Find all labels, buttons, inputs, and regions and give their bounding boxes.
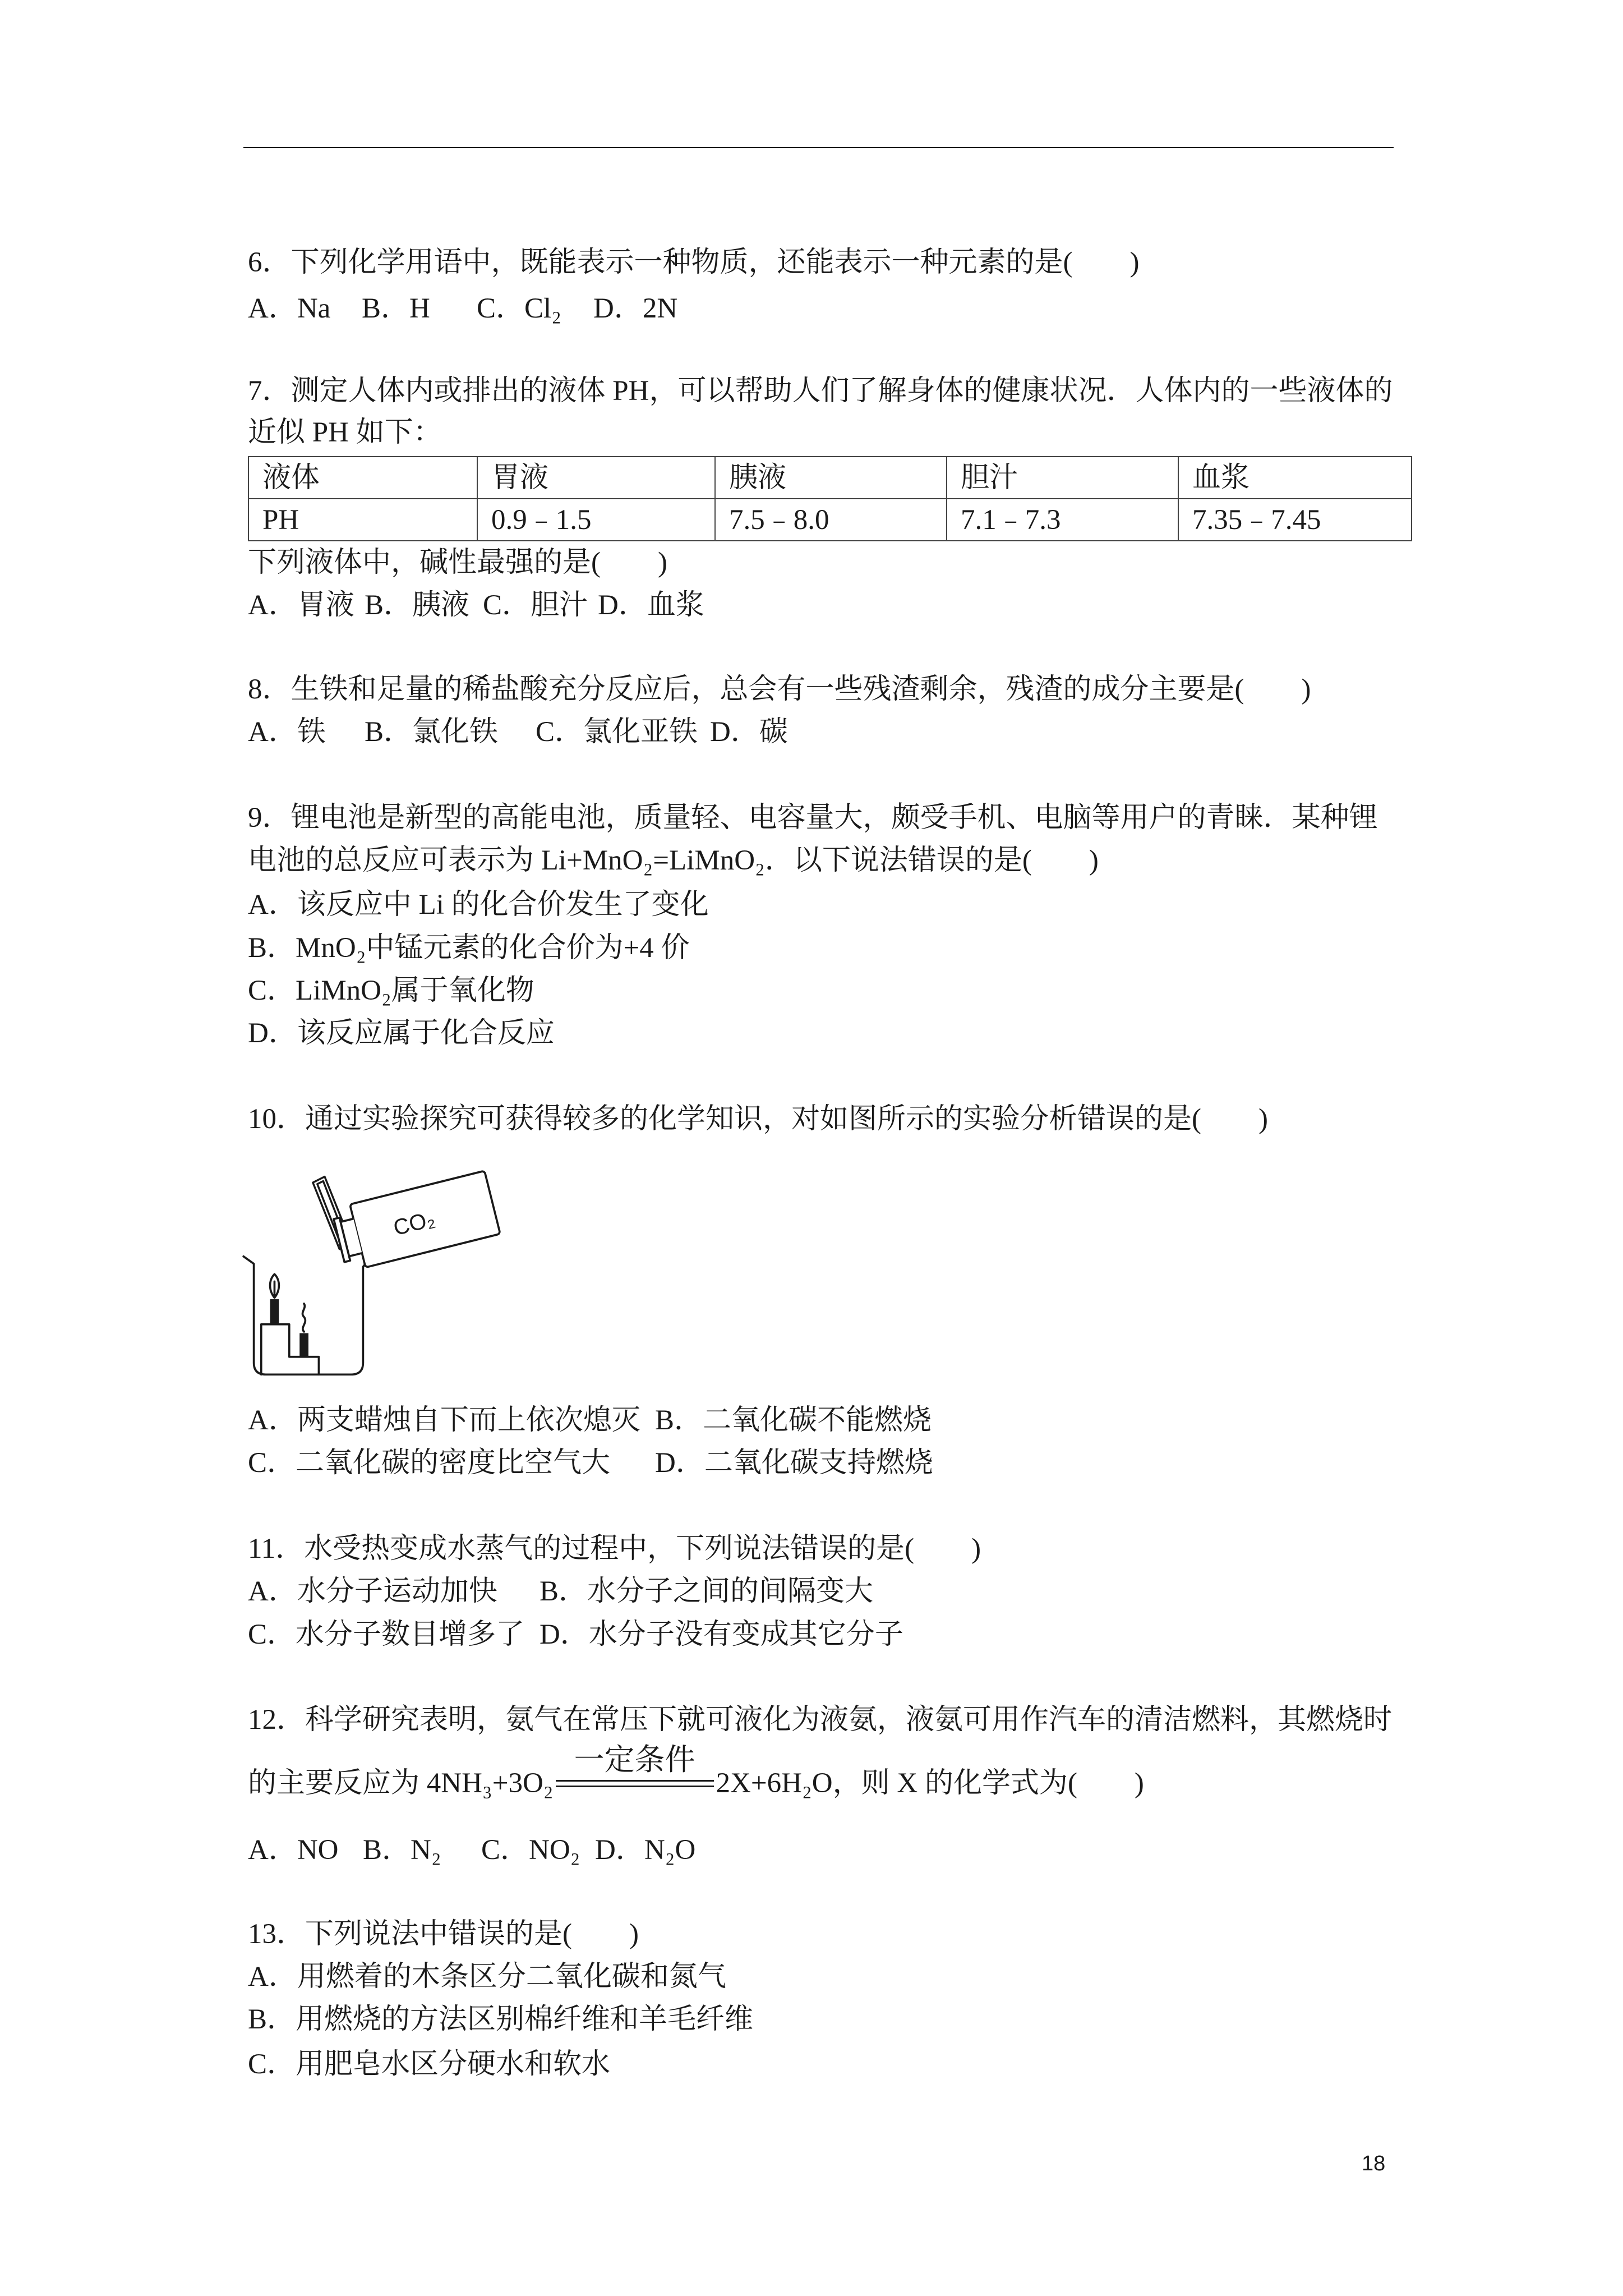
question-10-option-a: A．两支蜡烛自下而上依次熄灭: [248, 1405, 640, 1436]
question-11-stem: 11．水受热变成水蒸气的过程中，下列说法错误的是( ): [248, 1533, 981, 1565]
equation-reactants: 的主要反应为 4NH₃+3O₂: [248, 1768, 554, 1799]
lower-candle: [299, 1333, 308, 1357]
reaction-condition-label: 一定条件: [574, 1743, 695, 1777]
question-13-option-b: B．用燃烧的方法区别棉纤维和羊毛纤维: [248, 2004, 754, 2035]
question-11-option-d: D．水分子没有变成其它分子: [540, 1619, 903, 1650]
question-6-option-b: B．H: [362, 293, 430, 324]
question-12-stem-line-1: 12．科学研究表明，氨气在常压下就可液化为液氨，液氨可用作汽车的清洁燃料，其燃烧时: [248, 1704, 1393, 1736]
upper-candle-flame: [270, 1274, 279, 1297]
question-7-option-c: C．胆汁: [483, 590, 588, 621]
question-8-option-a: A．铁: [248, 716, 326, 748]
equation-products: 2X+6H₂O，则 X 的化学式为( ): [716, 1768, 1144, 1799]
question-13-option-c: C．用肥皂水区分硬水和软水: [248, 2049, 611, 2080]
table-header-cell: 胆汁: [947, 457, 1178, 499]
table-header-cell: 胃液: [477, 457, 715, 499]
bottle-label: CO₂: [391, 1206, 437, 1241]
table-cell: 0.9﹣1.5: [477, 499, 715, 541]
question-8-option-b: B．氯化铁: [365, 716, 499, 748]
question-7-stem-line-2: 近似 PH 如下：: [248, 417, 442, 448]
question-8-option-d: D．碳: [710, 716, 788, 748]
question-13-stem: 13．下列说法中错误的是( ): [248, 1918, 639, 1950]
question-12-equation-line: [248, 1743, 1144, 1800]
question-7-option-d: D．血浆: [598, 590, 704, 621]
double-line-equals: [556, 1780, 714, 1787]
question-10-option-c: C．二氧化碳的密度比空气大: [248, 1447, 611, 1479]
question-11-option-a: A．水分子运动加快: [248, 1576, 497, 1607]
question-10-option-b: B．二氧化碳不能燃烧: [655, 1405, 932, 1436]
question-12-option-c: C．NO₂: [481, 1834, 580, 1866]
table-header-cell: 血浆: [1178, 457, 1412, 499]
lower-candle-flame: [303, 1304, 306, 1332]
question-9-option-c: C．LiMnO₂属于氧化物: [248, 975, 534, 1006]
question-9-option-a: A．该反应中 Li 的化合价发生了变化: [248, 889, 709, 921]
header-rule: [243, 147, 1394, 148]
question-9-option-d: D．该反应属于化合反应: [248, 1018, 555, 1049]
question-12-option-a: A．NO: [248, 1834, 339, 1866]
table-cell: 7.1﹣7.3: [947, 499, 1178, 541]
question-10-stem: 10．通过实验探究可获得较多的化学知识，对如图所示的实验分析错误的是( ): [248, 1103, 1268, 1135]
co2-gas-bottle: [331, 1171, 500, 1272]
question-6-stem: 6．下列化学用语中，既能表示一种物质，还能表示一种元素的是( ): [248, 247, 1140, 278]
question-8-stem: 8．生铁和足量的稀盐酸充分反应后，总会有一些残渣剩余，残渣的成分主要是( ): [248, 674, 1311, 705]
table-header-cell: 液体: [248, 457, 477, 499]
co2-candle-experiment-figure: [236, 1159, 509, 1388]
question-11-option-c: C．水分子数目增多了: [248, 1619, 525, 1650]
question-7-option-a: A．胃液: [248, 590, 354, 621]
question-10-option-d: D．二氧化碳支持燃烧: [655, 1447, 933, 1479]
question-12-option-b: B．N₂: [363, 1834, 441, 1866]
question-13-option-a: A．用燃着的木条区分二氧化碳和氮气: [248, 1961, 726, 1993]
question-7-option-b: B．胰液: [365, 590, 470, 621]
table-cell: PH: [248, 499, 477, 541]
table-header-cell: 胰液: [715, 457, 947, 499]
question-6-option-d: D．2N: [593, 293, 678, 324]
question-6-option-a: A．Na: [248, 293, 331, 324]
question-9-stem-line-1: 9．锂电池是新型的高能电池，质量轻、电容量大，颇受手机、电脑等用户的青睐．某种锂: [248, 802, 1378, 834]
upper-candle: [270, 1299, 279, 1324]
step-stand: [261, 1324, 319, 1374]
ph-table: [248, 456, 1412, 541]
question-7-stem-line-1: 7．测定人体内或排出的液体 PH，可以帮助人们了解身体的健康状况．人体内的一些液体的: [248, 375, 1393, 407]
reaction-condition-arrow: [556, 1743, 714, 1800]
table-cell: 7.35﹣7.45: [1178, 499, 1412, 541]
question-12-option-d: D．N₂O: [595, 1834, 696, 1866]
question-9-option-b: B．MnO₂中锰元素的化合价为+4 价: [248, 932, 690, 964]
question-9-stem-line-2: 电池的总反应可表示为 Li+MnO₂=LiMnO₂．以下说法错误的是( ): [248, 845, 1099, 876]
table-cell: 7.5﹣8.0: [715, 499, 947, 541]
question-7-prompt: 下列液体中，碱性最强的是( ): [248, 547, 667, 578]
question-6-option-c: C．Cl₂: [477, 293, 561, 324]
table-row: [248, 499, 1412, 541]
question-8-option-c: C．氯化亚铁: [536, 716, 698, 748]
page-number: 18: [1362, 2152, 1386, 2175]
table-header-row: [248, 457, 1412, 499]
question-11-option-b: B．水分子之间的间隔变大: [540, 1576, 874, 1607]
